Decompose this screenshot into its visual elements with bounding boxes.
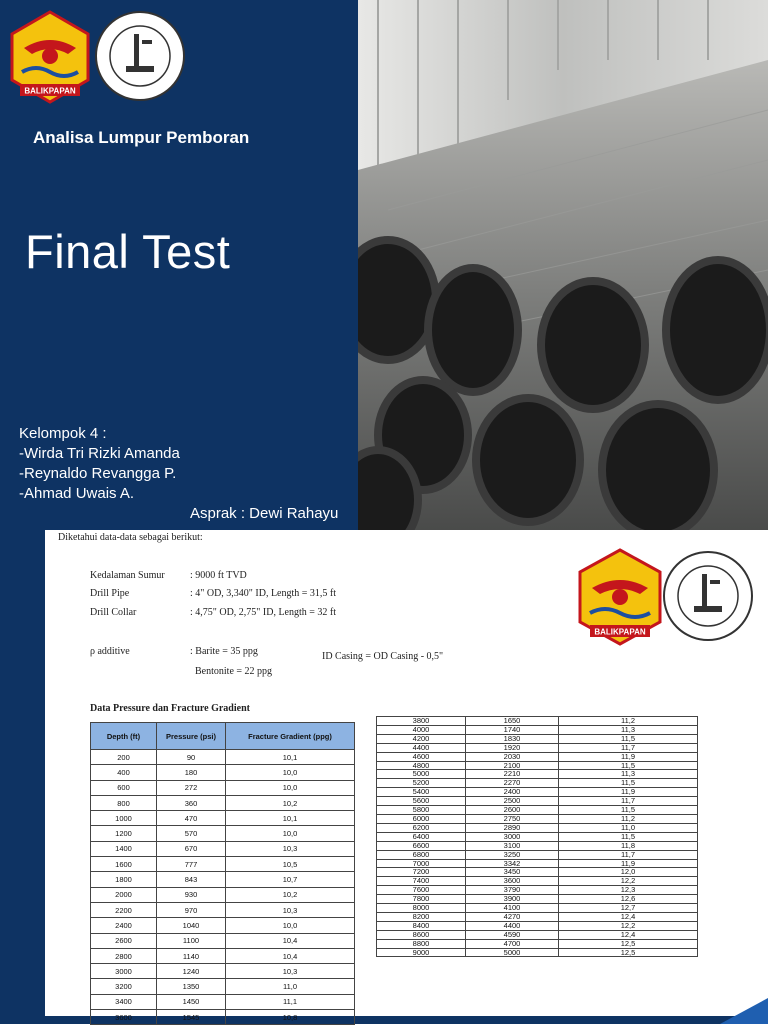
column-header: Fracture Gradient (ppg) bbox=[226, 723, 355, 750]
pressure-cell: 2750 bbox=[466, 814, 559, 823]
table-row bbox=[91, 979, 355, 994]
depth-cell: 5400 bbox=[377, 788, 466, 797]
table-row bbox=[377, 841, 698, 850]
param-value: : 9000 ft TVD bbox=[190, 570, 247, 581]
depth-cell: 5800 bbox=[377, 806, 466, 815]
fracture-gradient-cell: 10,2 bbox=[226, 795, 355, 810]
fracture-gradient-cell: 10,3 bbox=[226, 902, 355, 917]
fracture-gradient-cell: 12,5 bbox=[559, 948, 698, 957]
depth-cell: 4200 bbox=[377, 734, 466, 743]
fracture-gradient-cell: 11,5 bbox=[559, 734, 698, 743]
fracture-gradient-cell: 11,7 bbox=[559, 743, 698, 752]
fracture-gradient-cell: 10,1 bbox=[226, 750, 355, 765]
pressure-cell: 2400 bbox=[466, 788, 559, 797]
pressure-cell: 970 bbox=[157, 902, 226, 917]
pressure-cell: 1830 bbox=[466, 734, 559, 743]
depth-cell: 5200 bbox=[377, 779, 466, 788]
table-row bbox=[91, 841, 355, 856]
pressure-cell: 1740 bbox=[466, 725, 559, 734]
team-block bbox=[19, 424, 180, 504]
assistant-name: Asprak : Dewi Rahayu bbox=[190, 505, 339, 522]
pressure-cell: 360 bbox=[157, 795, 226, 810]
svg-text:BALIKPAPAN: BALIKPAPAN bbox=[24, 86, 76, 96]
depth-cell: 600 bbox=[91, 780, 157, 795]
depth-cell: 4400 bbox=[377, 743, 466, 752]
table-row bbox=[377, 734, 698, 743]
table-row bbox=[91, 918, 355, 933]
depth-cell: 200 bbox=[91, 750, 157, 765]
depth-cell: 7200 bbox=[377, 868, 466, 877]
logos-group bbox=[10, 10, 190, 106]
param-label: Kedalaman Sumur bbox=[90, 570, 165, 581]
fracture-gradient-cell: 10,8 bbox=[226, 1010, 355, 1025]
pipes-illustration bbox=[358, 0, 768, 530]
depth-cell: 3000 bbox=[91, 964, 157, 979]
table-row bbox=[91, 902, 355, 917]
fracture-gradient-cell: 11,9 bbox=[559, 788, 698, 797]
depth-cell: 8400 bbox=[377, 921, 466, 930]
depth-cell: 2000 bbox=[91, 887, 157, 902]
table-row bbox=[91, 872, 355, 887]
drill-pipes-photo bbox=[358, 0, 768, 530]
pressure-cell: 3600 bbox=[466, 877, 559, 886]
pressure-cell: 3790 bbox=[466, 886, 559, 895]
pressure-cell: 2210 bbox=[466, 770, 559, 779]
pressure-cell: 2100 bbox=[466, 761, 559, 770]
pressure-cell: 670 bbox=[157, 841, 226, 856]
table-row bbox=[91, 795, 355, 810]
pressure-cell: 1100 bbox=[157, 933, 226, 948]
table-row bbox=[91, 765, 355, 780]
fracture-gradient-cell: 11,2 bbox=[559, 814, 698, 823]
table-row bbox=[377, 823, 698, 832]
laboratory-seal-icon bbox=[664, 552, 752, 640]
pressure-cell: 3450 bbox=[466, 868, 559, 877]
fracture-gradient-cell: 12,0 bbox=[559, 868, 698, 877]
fracture-gradient-cell: 11,8 bbox=[559, 841, 698, 850]
table-row bbox=[377, 948, 698, 957]
depth-cell: 3800 bbox=[377, 717, 466, 726]
pressure-cell: 3000 bbox=[466, 832, 559, 841]
team-member: -Reynaldo Revangga P. bbox=[19, 465, 177, 482]
param-label: Drill Pipe bbox=[90, 588, 130, 599]
fracture-gradient-cell: 12,7 bbox=[559, 904, 698, 913]
barite-value: : Barite = 35 ppg bbox=[190, 646, 258, 657]
depth-cell: 3200 bbox=[91, 979, 157, 994]
team-member: -Ahmad Uwais A. bbox=[19, 485, 135, 502]
column-header: Pressure (psi) bbox=[157, 723, 226, 750]
fracture-gradient-cell: 11,7 bbox=[559, 850, 698, 859]
table-title: Data Pressure dan Fracture Gradient bbox=[90, 703, 250, 714]
fracture-gradient-cell: 11,3 bbox=[559, 770, 698, 779]
depth-cell: 2200 bbox=[91, 902, 157, 917]
depth-cell: 7000 bbox=[377, 859, 466, 868]
table-row bbox=[377, 725, 698, 734]
document-logos bbox=[578, 548, 754, 648]
depth-cell: 3600 bbox=[91, 1010, 157, 1025]
pressure-cell: 1140 bbox=[157, 948, 226, 963]
team-heading: Kelompok 4 : bbox=[19, 425, 107, 442]
fracture-gradient-cell: 10,3 bbox=[226, 964, 355, 979]
pressure-cell: 1240 bbox=[157, 964, 226, 979]
pressure-cell: 4400 bbox=[466, 921, 559, 930]
pressure-cell: 272 bbox=[157, 780, 226, 795]
table-row bbox=[377, 912, 698, 921]
additive-label: ρ additive bbox=[90, 646, 130, 657]
table-row bbox=[377, 832, 698, 841]
pressure-cell: 4590 bbox=[466, 930, 559, 939]
pressure-cell: 1040 bbox=[157, 918, 226, 933]
fracture-gradient-cell: 12,6 bbox=[559, 895, 698, 904]
param-value: : 4" OD, 3,340" ID, Length = 31,5 ft bbox=[190, 588, 337, 599]
fracture-gradient-cell: 11,5 bbox=[559, 761, 698, 770]
balikpapan-logo-icon bbox=[580, 550, 660, 644]
slide-title-panel bbox=[0, 0, 358, 530]
team-member: -Wirda Tri Rizki Amanda bbox=[19, 445, 180, 462]
depth-cell: 2600 bbox=[91, 933, 157, 948]
table-row bbox=[91, 750, 355, 765]
table-row bbox=[377, 921, 698, 930]
table-row bbox=[377, 743, 698, 752]
depth-cell: 3400 bbox=[91, 994, 157, 1009]
fracture-gradient-cell: 10,4 bbox=[226, 948, 355, 963]
balikpapan-logo-icon bbox=[12, 12, 88, 102]
depth-cell: 400 bbox=[91, 765, 157, 780]
pressure-cell: 180 bbox=[157, 765, 226, 780]
presentation-title: Final Test bbox=[25, 225, 231, 278]
depth-cell: 1200 bbox=[91, 826, 157, 841]
pressure-cell: 570 bbox=[157, 826, 226, 841]
fracture-gradient-cell: 11,9 bbox=[559, 752, 698, 761]
fracture-gradient-cell: 12,2 bbox=[559, 921, 698, 930]
depth-cell: 5600 bbox=[377, 797, 466, 806]
pressure-cell: 1450 bbox=[157, 994, 226, 1009]
fracture-gradient-cell: 11,1 bbox=[226, 994, 355, 1009]
problem-document bbox=[0, 530, 768, 1024]
fracture-gradient-cell: 11,2 bbox=[559, 717, 698, 726]
table-row bbox=[91, 887, 355, 902]
fracture-gradient-cell: 12,5 bbox=[559, 939, 698, 948]
fracture-gradient-cell: 10,1 bbox=[226, 811, 355, 826]
depth-cell: 7600 bbox=[377, 886, 466, 895]
depth-cell: 8200 bbox=[377, 912, 466, 921]
navy-left-bar bbox=[0, 530, 45, 1024]
pressure-cell: 2500 bbox=[466, 797, 559, 806]
depth-cell: 6600 bbox=[377, 841, 466, 850]
fracture-gradient-cell: 10,0 bbox=[226, 765, 355, 780]
table-row bbox=[91, 857, 355, 872]
pressure-cell: 4100 bbox=[466, 904, 559, 913]
fracture-gradient-cell: 11,0 bbox=[226, 979, 355, 994]
pressure-cell: 930 bbox=[157, 887, 226, 902]
fracture-gradient-cell: 11,7 bbox=[559, 797, 698, 806]
fracture-gradient-cell: 10,4 bbox=[226, 933, 355, 948]
depth-cell: 6200 bbox=[377, 823, 466, 832]
pressure-cell: 5000 bbox=[466, 948, 559, 957]
depth-cell: 6800 bbox=[377, 850, 466, 859]
fracture-gradient-cell: 10,0 bbox=[226, 918, 355, 933]
fracture-gradient-cell: 10,3 bbox=[226, 841, 355, 856]
depth-cell: 6400 bbox=[377, 832, 466, 841]
depth-cell: 6000 bbox=[377, 814, 466, 823]
pressure-cell: 1545 bbox=[157, 1010, 226, 1025]
depth-cell: 2400 bbox=[91, 918, 157, 933]
fracture-gradient-cell: 12,4 bbox=[559, 912, 698, 921]
intro-text: Diketahui data-data sebagai berikut: bbox=[58, 532, 203, 543]
fracture-gradient-cell: 12,4 bbox=[559, 930, 698, 939]
pressure-table-left bbox=[90, 722, 355, 1025]
presentation-subtitle: Analisa Lumpur Pemboran bbox=[33, 128, 250, 147]
pressure-cell: 1920 bbox=[466, 743, 559, 752]
table-row bbox=[377, 930, 698, 939]
depth-cell: 4000 bbox=[377, 725, 466, 734]
fracture-gradient-cell: 10,0 bbox=[226, 780, 355, 795]
table-row bbox=[91, 780, 355, 795]
param-value: : 4,75" OD, 2,75" ID, Length = 32 ft bbox=[190, 607, 337, 618]
pressure-cell: 843 bbox=[157, 872, 226, 887]
fracture-gradient-cell: 11,5 bbox=[559, 779, 698, 788]
depth-cell: 1400 bbox=[91, 841, 157, 856]
pressure-cell: 1350 bbox=[157, 979, 226, 994]
pressure-cell: 2600 bbox=[466, 806, 559, 815]
depth-cell: 8600 bbox=[377, 930, 466, 939]
pressure-table-right bbox=[376, 716, 698, 957]
depth-cell: 1800 bbox=[91, 872, 157, 887]
pressure-cell: 2270 bbox=[466, 779, 559, 788]
column-header: Depth (ft) bbox=[91, 723, 157, 750]
fracture-gradient-cell: 10,0 bbox=[226, 826, 355, 841]
depth-cell: 8000 bbox=[377, 904, 466, 913]
bentonite-value: Bentonite = 22 ppg bbox=[195, 666, 273, 677]
table-row bbox=[91, 994, 355, 1009]
fracture-gradient-cell: 11,9 bbox=[559, 859, 698, 868]
fracture-gradient-cell: 11,3 bbox=[559, 725, 698, 734]
pressure-cell: 3250 bbox=[466, 850, 559, 859]
depth-cell: 2800 bbox=[91, 948, 157, 963]
depth-cell: 1600 bbox=[91, 857, 157, 872]
pressure-cell: 470 bbox=[157, 811, 226, 826]
table-row bbox=[91, 811, 355, 826]
fracture-gradient-cell: 11,0 bbox=[559, 823, 698, 832]
casing-note: ID Casing = OD Casing - 0,5" bbox=[322, 651, 444, 662]
fracture-gradient-cell: 10,7 bbox=[226, 872, 355, 887]
depth-cell: 4600 bbox=[377, 752, 466, 761]
table-row bbox=[91, 933, 355, 948]
depth-cell: 800 bbox=[91, 795, 157, 810]
pressure-cell: 2030 bbox=[466, 752, 559, 761]
depth-cell: 9000 bbox=[377, 948, 466, 957]
laboratory-seal-icon bbox=[96, 12, 184, 100]
pressure-cell: 3900 bbox=[466, 895, 559, 904]
table-row bbox=[91, 964, 355, 979]
corner-decoration bbox=[700, 998, 768, 1024]
pressure-cell: 4700 bbox=[466, 939, 559, 948]
depth-cell: 4800 bbox=[377, 761, 466, 770]
pressure-cell: 3100 bbox=[466, 841, 559, 850]
fracture-gradient-cell: 11,5 bbox=[559, 806, 698, 815]
pressure-cell: 4270 bbox=[466, 912, 559, 921]
table-row bbox=[377, 752, 698, 761]
depth-cell: 8800 bbox=[377, 939, 466, 948]
depth-cell: 1000 bbox=[91, 811, 157, 826]
table-row bbox=[91, 826, 355, 841]
pressure-cell: 1650 bbox=[466, 717, 559, 726]
table-row bbox=[91, 948, 355, 963]
fracture-gradient-cell: 10,5 bbox=[226, 857, 355, 872]
fracture-gradient-cell: 11,5 bbox=[559, 832, 698, 841]
pressure-cell: 90 bbox=[157, 750, 226, 765]
pressure-cell: 3342 bbox=[466, 859, 559, 868]
param-label: Drill Collar bbox=[90, 607, 137, 618]
fracture-gradient-cell: 10,2 bbox=[226, 887, 355, 902]
table-row bbox=[377, 850, 698, 859]
depth-cell: 5000 bbox=[377, 770, 466, 779]
fracture-gradient-cell: 12,2 bbox=[559, 877, 698, 886]
fracture-gradient-cell: 12,3 bbox=[559, 886, 698, 895]
table-row bbox=[377, 939, 698, 948]
table-row bbox=[91, 1010, 355, 1025]
pressure-cell: 777 bbox=[157, 857, 226, 872]
svg-text:BALIKPAPAN: BALIKPAPAN bbox=[594, 627, 646, 637]
depth-cell: 7400 bbox=[377, 877, 466, 886]
depth-cell: 7800 bbox=[377, 895, 466, 904]
pressure-cell: 2890 bbox=[466, 823, 559, 832]
